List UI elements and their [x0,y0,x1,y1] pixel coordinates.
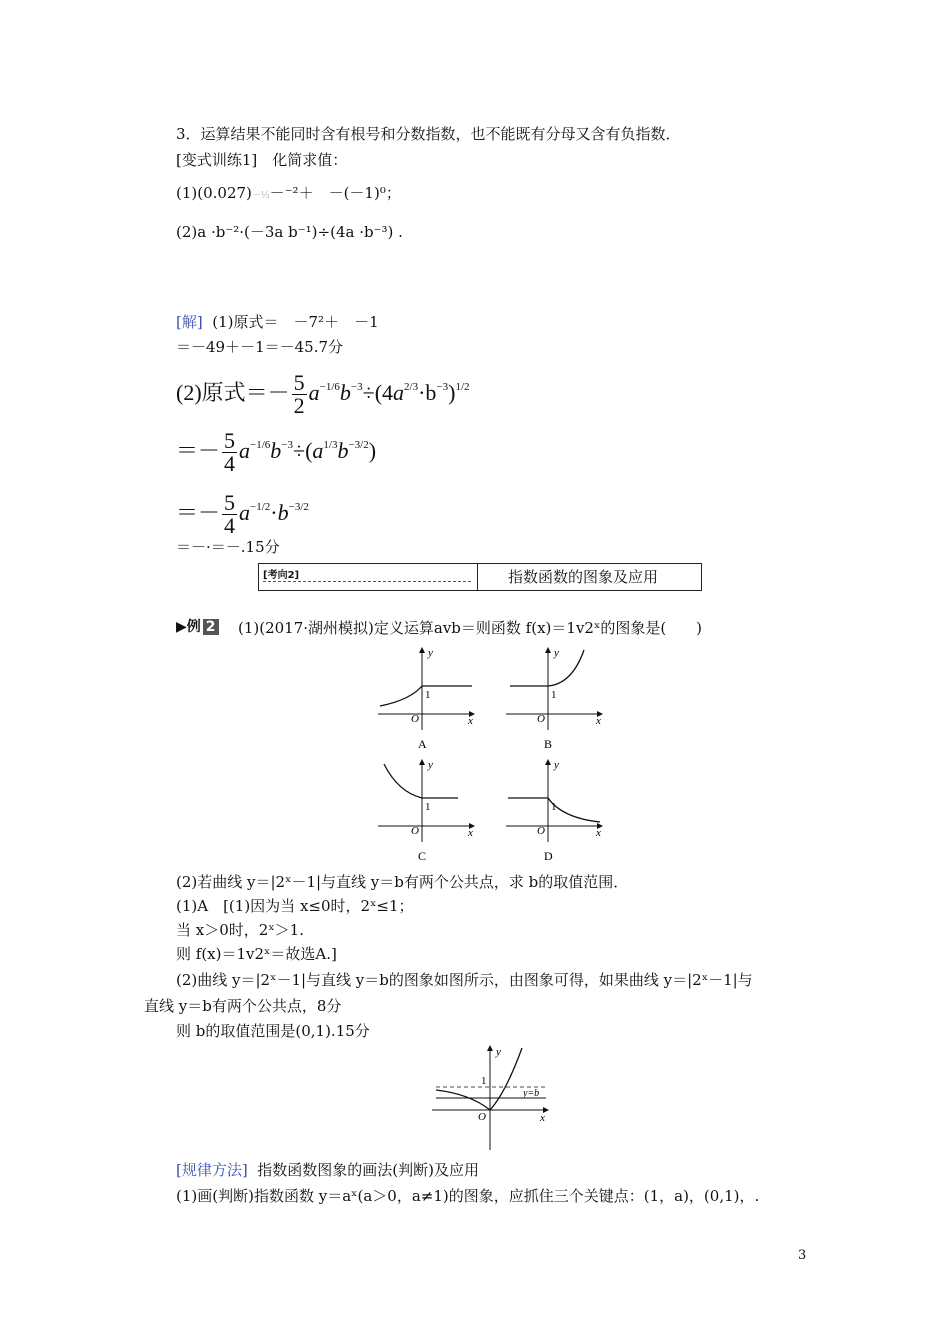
exp-neg-1-6: −1/6 [319,381,340,393]
solution-label: [解] [176,313,203,331]
var-a: a [239,500,251,525]
solution-2-line-2 [176,420,377,477]
answer-x-label: x [540,1112,545,1124]
numerator: 5 [224,490,236,516]
graph-b-origin: O [537,713,545,725]
graph-c-x-label: x [468,827,473,839]
exp-half: 1/2 [455,381,470,393]
var-b: b [270,438,282,463]
solution-2-line-1 [176,362,470,419]
graph-b-x-label: x [596,715,601,727]
answer-graph [432,1046,548,1150]
graph-c [378,759,474,863]
method-heading [176,1160,479,1180]
div-open: ÷( [293,438,313,463]
graph-d-x-label: x [596,827,601,839]
exp-neg-3-2: −3/2 [288,501,309,513]
example-number: 2 [203,619,219,635]
numerator: 5 [224,428,236,454]
answer-line-5: 直线 y＝b有两个公共点，8分 [144,997,342,1015]
graph-a-x-label: x [468,715,473,727]
variant-exercise-heading: [变式训练1] 化简求值： [176,151,348,169]
solution-end: ＝－·＝－.15分 [176,538,280,556]
graph-b-y-label: y [554,647,559,659]
equals-neg: ＝－ [176,438,221,463]
graph-d-label: D [544,849,553,863]
question-1-rest: －⁻²＋ －(－1)⁰； [269,184,401,202]
solution-1-text: (1)原式＝ －7²＋ －1 [212,313,379,331]
denominator: 4 [224,451,236,477]
graph-a [378,647,474,751]
graph-d-origin: O [537,825,545,837]
graph-c-y-label: y [428,759,433,771]
answer-y-label: y [496,1046,501,1058]
sol2-prefix: (2)原式＝－ [176,380,290,405]
var-a-2: a [312,438,324,463]
answer-curve [436,1048,522,1110]
graph-d-one: 1 [551,801,557,813]
var-b: b [339,380,351,405]
rule-3-text: 3．运算结果不能同时含有根号和分数指数，也不能既有分母又含有负指数． [176,125,681,143]
method-title: 指数函数图象的画法(判断)及应用 [257,1161,479,1179]
exp-1-3: 1/3 [323,439,338,451]
graph-b-curve [510,650,584,686]
method-line-1: (1)画(判断)指数函数 y＝aˣ(a＞0，a≠1)的图象，应抓住三个关键点：(1，a)，(0,1)，. [176,1187,760,1205]
graph-a-one: 1 [425,689,431,701]
fraction-5-over-2 [292,372,307,417]
example-label: 例 [186,619,201,635]
solution-line-1 [176,312,379,332]
graph-d [506,759,602,863]
answer-line-6: 则 b的取值范围是(0,1).15分 [176,1022,370,1040]
question-1 [176,183,401,206]
div-4: ÷(4 [362,380,394,405]
topic-tag: [考向2] [263,570,300,581]
graph-a-curve [380,686,472,706]
numerator: 5 [293,370,305,396]
topic-title: 指数函数的图象及应用 [508,568,659,586]
var-a: a [239,438,251,463]
graph-b-label: B [544,737,553,751]
exp-neg-1-6: −1/6 [250,439,271,451]
exp-neg-1-2: −1/2 [250,501,271,513]
graph-a-y-label: y [428,647,433,659]
graph-c-label: C [418,849,427,863]
answer-yb-label: y=b [523,1088,540,1099]
graph-c-curve [384,764,458,798]
example-badge: ▶例 2 [176,616,219,636]
close-paren: ) [368,438,377,463]
fraction-5-over-4 [222,430,237,475]
question-2: (2)a ·b⁻²·(－3a b⁻¹)÷(4a ·b⁻³) . [176,223,403,241]
graph-d-curve [508,798,600,822]
method-label: [规律方法] [176,1161,248,1179]
exp-2-3: 2/3 [404,381,419,393]
answer-line-2: 当 x＞0时，2ˣ＞1. [176,921,304,939]
graph-c-one: 1 [425,801,431,813]
graph-a-label: A [418,737,427,751]
var-b: b [277,500,289,525]
var-a: a [308,380,320,405]
var-a-2: a [393,380,405,405]
answer-line-1: (1)A [(1)因为当 x≤0时，2ˣ≤1； [176,897,414,915]
answer-line-3: 则 f(x)＝1v2ˣ＝故选A.] [176,945,337,963]
graph-b-one: 1 [551,689,557,701]
solution-2-line-3 [176,482,309,539]
answer-line-4: (2)曲线 y＝|2ˣ－1|与直线 y＝b的图象如图所示，由图象可得，如果曲线 y＝|2ˣ－1|与 [176,971,753,989]
solution-line-1b: ＝－49＋－1＝－45.7分 [176,338,344,356]
topic-box [258,563,702,591]
page-number: 3 [798,1248,807,1263]
exp-neg3-2: −3 [436,381,449,393]
dot: · [270,500,278,525]
exp-neg3: −3 [350,381,363,393]
question-1-lead: (1)(0.027) [176,184,252,202]
graph-c-origin: O [411,825,419,837]
denominator: 2 [293,393,305,419]
equals-neg: ＝－ [176,500,221,525]
graph-b [506,647,602,751]
graph-a-origin: O [411,713,419,725]
graph-d-y-label: y [554,759,559,771]
denominator: 4 [224,513,236,539]
topic-tag-dashed-rule [263,581,471,582]
q1-exponent-faded: －⅓ [251,191,270,201]
answer-one: 1 [481,1075,487,1087]
example-question-1: (1)(2017·湖州模拟)定义运算avb＝则函数 f(x)＝1v2ˣ的图象是( ) [238,619,703,637]
dot-b: ·b [418,380,437,405]
answer-origin: O [478,1111,486,1123]
example-question-2: (2)若曲线 y＝|2ˣ－1|与直线 y＝b有两个公共点，求 b的取值范围． [176,873,629,891]
exp-neg3: −3 [281,439,293,451]
var-b-2: b [337,438,349,463]
topic-tag-cell [259,564,478,590]
exp-neg-3-2: −3/2 [348,439,369,451]
fraction-5-over-4 [222,492,237,537]
close-paren: ) [448,380,456,405]
